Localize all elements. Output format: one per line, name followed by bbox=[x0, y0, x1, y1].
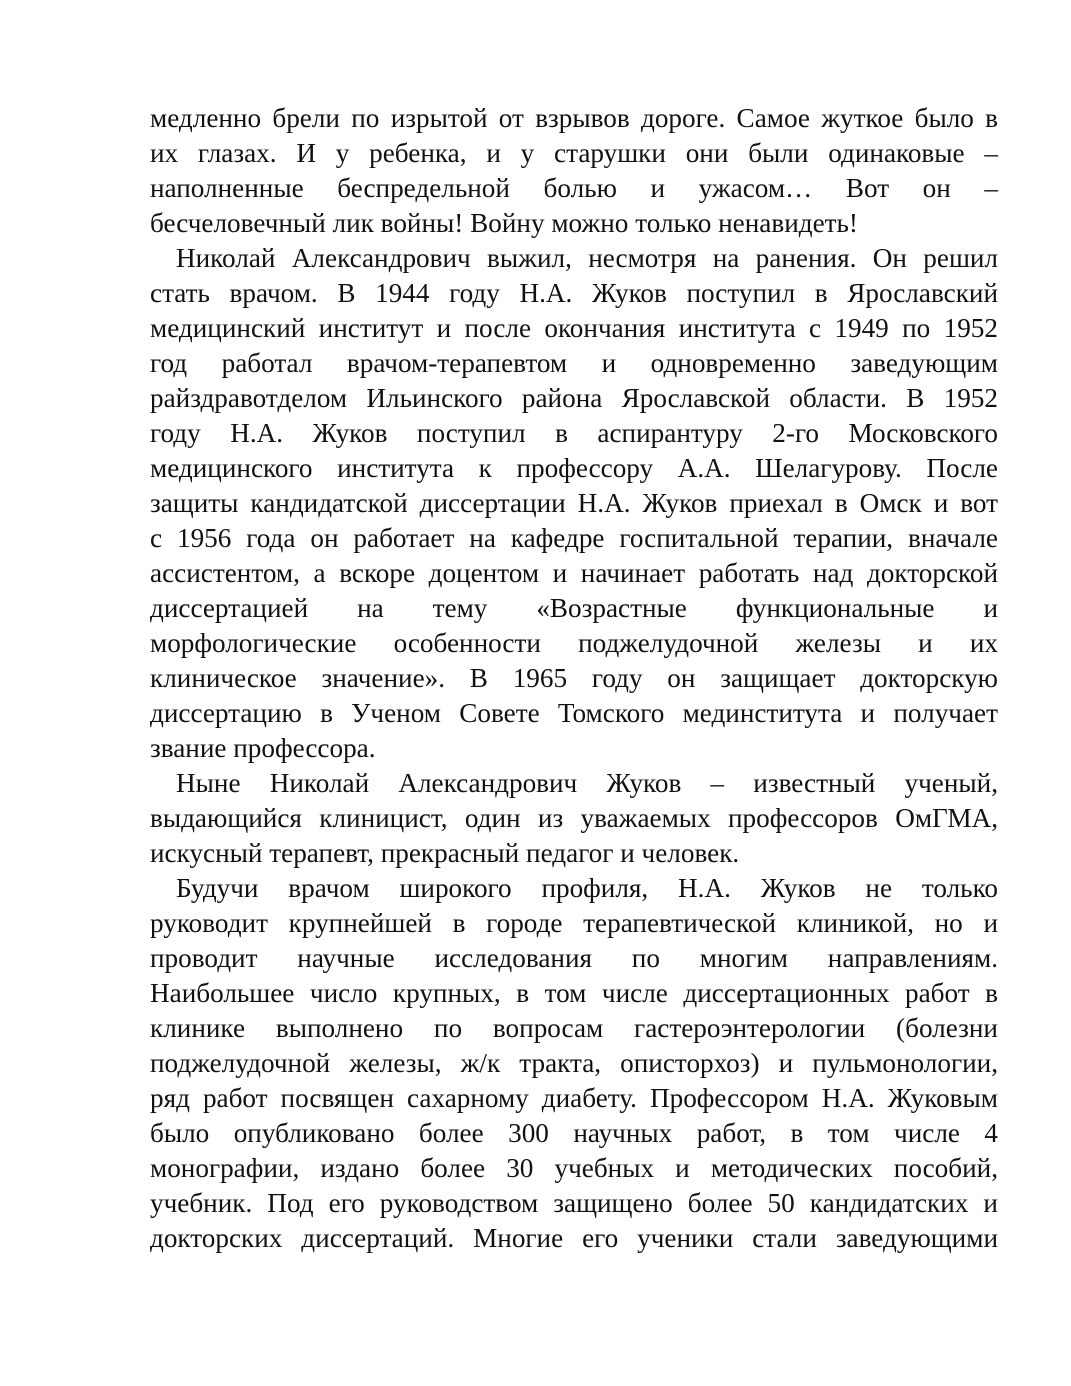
text-line: стать врачом. В 1944 году Н.А. Жуков поступил в Ярославский bbox=[150, 278, 998, 308]
text-line: звание профессора. bbox=[150, 733, 376, 763]
text-line: году Н.А. Жуков поступил в аспирантуру 2-го Московского bbox=[150, 418, 998, 448]
text-line: ряд работ посвящен сахарному диабету. Профессором Н.А. Жуковым bbox=[150, 1083, 998, 1113]
paragraph-2 bbox=[150, 241, 998, 766]
text-line: учебник. Под его руководством защищено более 50 кандидатских и bbox=[150, 1188, 998, 1218]
text-line: докторских диссертаций. Многие его ученики стали заведующими bbox=[150, 1223, 998, 1253]
paragraph-1 bbox=[150, 101, 998, 241]
text-line: наполненные беспредельной болью и ужасом… Вот он – bbox=[150, 173, 998, 203]
text-line: медицинского института к профессору А.А. Шелагурову. После bbox=[150, 453, 998, 483]
text-line: медицинский институт и после окончания института с 1949 по 1952 bbox=[150, 313, 998, 343]
text-line: с 1956 года он работает на кафедре госпитальной терапии, вначале bbox=[150, 523, 998, 553]
paragraph-3 bbox=[150, 766, 998, 871]
text-line: искусный терапевт, прекрасный педагог и человек. bbox=[150, 838, 740, 868]
text-line: было опубликовано более 300 научных работ, в том числе 4 bbox=[150, 1118, 998, 1148]
text-line: клиническое значение». В 1965 году он защищает докторскую bbox=[150, 663, 998, 693]
text-line: райздравотделом Ильинского района Ярославской области. В 1952 bbox=[150, 383, 998, 413]
text-line: их глазах. И у ребенка, и у старушки они были одинаковые – bbox=[150, 138, 998, 168]
text-line: Николай Александрович выжил, несмотря на ранения. Он решил bbox=[176, 243, 998, 273]
text-line: Наибольшее число крупных, в том числе диссертационных работ в bbox=[150, 978, 998, 1008]
text-line: Будучи врачом широкого профиля, Н.А. Жуков не только bbox=[176, 873, 998, 903]
text-line: клинике выполнено по вопросам гастероэнтерологии (болезни bbox=[150, 1013, 998, 1043]
text-line: ассистентом, а вскоре доцентом и начинает работать над докторской bbox=[150, 558, 998, 588]
text-line: диссертацией на тему «Возрастные функциональные и bbox=[150, 593, 998, 623]
document-page bbox=[150, 101, 998, 1256]
text-line: монографии, издано более 30 учебных и методических пособий, bbox=[150, 1153, 998, 1183]
text-line: год работал врачом-терапевтом и одновременно заведующим bbox=[150, 348, 998, 378]
text-line: Ныне Николай Александрович Жуков – известный ученый, bbox=[176, 768, 998, 798]
text-line: диссертацию в Ученом Совете Томского мединститута и получает bbox=[150, 698, 998, 728]
text-line: выдающийся клиницист, один из уважаемых профессоров ОмГМА, bbox=[150, 803, 998, 833]
paragraph-4 bbox=[150, 871, 998, 1256]
text-line: медленно брели по изрытой от взрывов дороге. Самое жуткое было в bbox=[150, 103, 998, 133]
text-line: руководит крупнейшей в городе терапевтической клиникой, но и bbox=[150, 908, 998, 938]
text-line: поджелудочной железы, ж/к тракта, описторхоз) и пульмонологии, bbox=[150, 1048, 998, 1078]
text-line: защиты кандидатской диссертации Н.А. Жуков приехал в Омск и вот bbox=[150, 488, 998, 518]
text-line: бесчеловечный лик войны! Войну можно только ненавидеть! bbox=[150, 208, 858, 238]
text-line: проводит научные исследования по многим направлениям. bbox=[150, 943, 998, 973]
text-line: морфологические особенности поджелудочной железы и их bbox=[150, 628, 998, 658]
